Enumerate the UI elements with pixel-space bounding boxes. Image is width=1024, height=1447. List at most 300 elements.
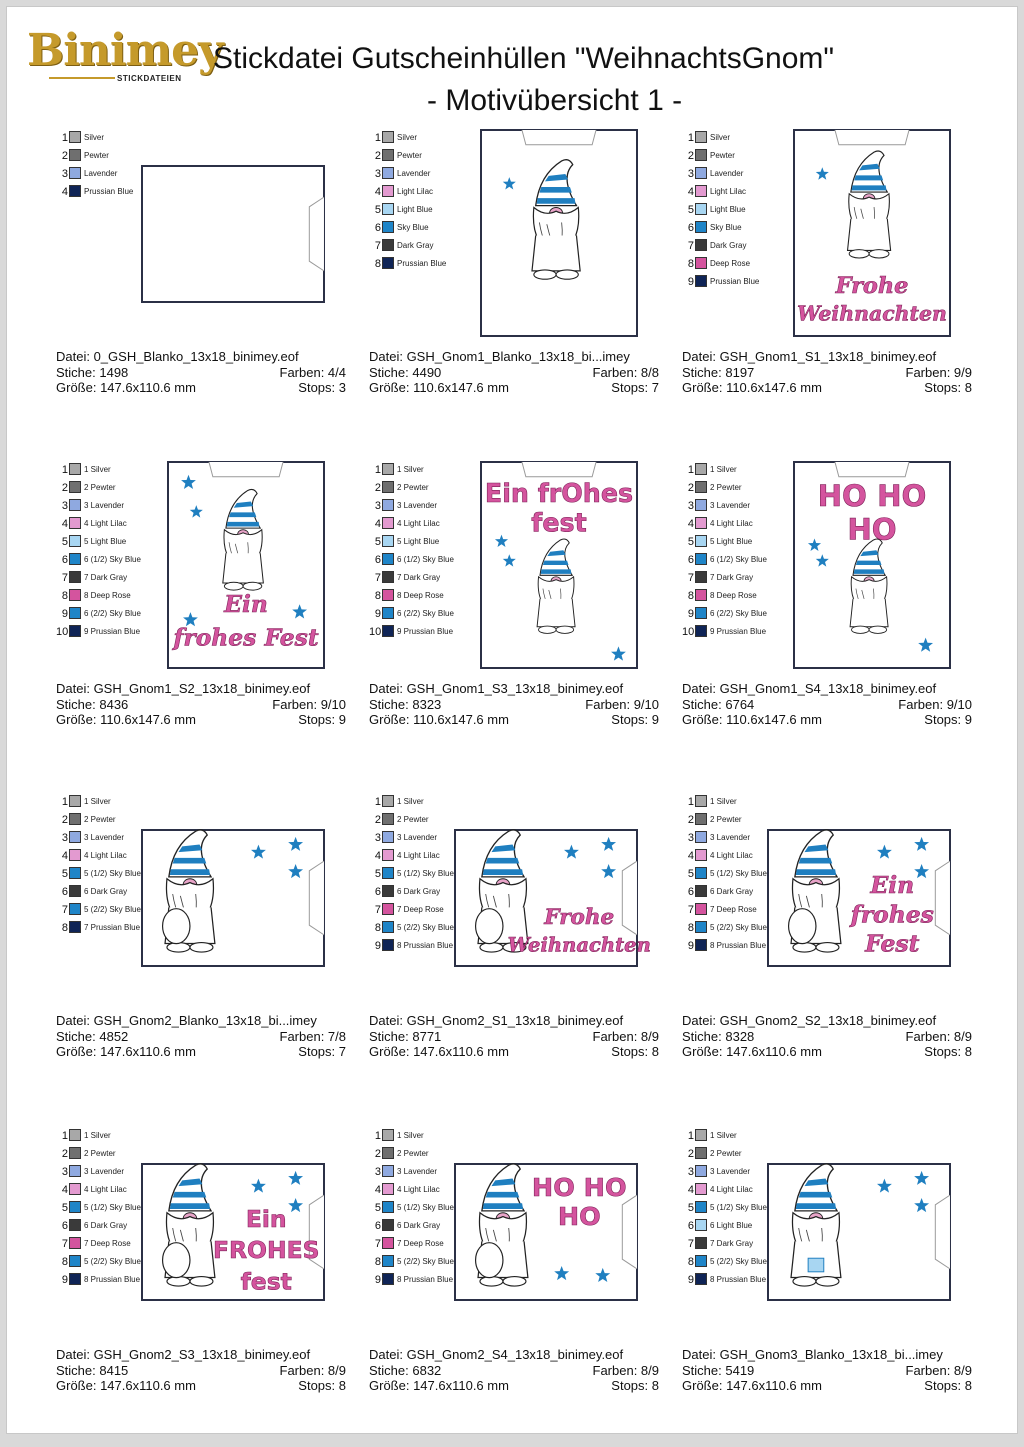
legend-row (56, 829, 152, 847)
legend-row (56, 1253, 152, 1271)
color-count: Farben: 8/9 (592, 1362, 659, 1378)
sleeve-drawing (456, 831, 651, 965)
color-swatch (382, 813, 394, 825)
legend-label: 5 (2/2) Sky Blue (397, 1257, 454, 1266)
legend-label: 1 Silver (710, 465, 737, 474)
legend-number: 4 (687, 1184, 694, 1196)
motif-cell[interactable] (682, 129, 994, 449)
color-swatch (382, 221, 394, 233)
stitch-count: Stiche: 6832 (369, 1362, 442, 1378)
sleeve-notch (835, 462, 909, 477)
legend-label: Prussian Blue (84, 187, 134, 196)
card-greeting: Weihnachten (507, 933, 651, 957)
legend-number: 4 (61, 1184, 68, 1196)
legend-number: 2 (687, 150, 694, 162)
legend-number: 7 (687, 240, 694, 252)
legend-number: 8 (374, 922, 381, 934)
legend-number: 10 (682, 626, 695, 638)
sleeve-notch (522, 130, 596, 145)
color-swatch (695, 903, 707, 915)
stitch-row (56, 1029, 346, 1045)
sleeve-notch (309, 861, 324, 935)
sleeve-drawing (143, 1165, 323, 1299)
color-swatch (69, 1201, 81, 1213)
legend-number: 5 (61, 1202, 68, 1214)
motif-cell[interactable] (682, 793, 994, 1113)
color-swatch (69, 1255, 81, 1267)
legend-row (369, 533, 465, 551)
legend-label: 2 Pewter (84, 815, 116, 824)
motif-info (369, 349, 659, 396)
legend-row (682, 919, 778, 937)
star-decoration (816, 554, 829, 566)
legend-number: 3 (687, 500, 694, 512)
legend-number: 7 (61, 904, 68, 916)
motif-cell[interactable] (682, 461, 994, 781)
color-swatch (382, 1255, 394, 1267)
legend-row (56, 847, 152, 865)
legend-number: 6 (687, 222, 694, 234)
motif-info (56, 349, 346, 396)
legend-row (369, 1145, 465, 1163)
stitch-row (56, 1363, 346, 1379)
card-greeting: HO HO (531, 1172, 627, 1203)
legend-number: 9 (687, 1274, 694, 1286)
color-swatch (695, 589, 707, 601)
star-decoration (611, 646, 626, 660)
legend-number: 5 (687, 868, 694, 880)
motif-cell[interactable] (369, 129, 681, 449)
legend-row (682, 147, 778, 165)
color-swatch (382, 1147, 394, 1159)
legend-label: 6 (1/2) Sky Blue (84, 555, 141, 564)
legend-number: 7 (61, 1238, 68, 1250)
stop-count: Stops: 7 (298, 1044, 346, 1059)
color-count: Farben: 4/4 (279, 364, 346, 380)
sleeve-drawing (795, 463, 949, 667)
stitch-count: Stiche: 1498 (56, 364, 129, 380)
design-size: Größe: 147.6x110.6 mm (56, 1044, 196, 1059)
legend-row (56, 1199, 152, 1217)
size-row (56, 1044, 346, 1060)
sleeve-drawing (143, 167, 323, 301)
legend-row (56, 919, 152, 937)
legend-label: 5 Light Blue (710, 537, 753, 546)
legend-row (56, 183, 152, 201)
color-swatch (382, 463, 394, 475)
legend-number: 5 (374, 868, 381, 880)
color-swatch (382, 257, 394, 269)
legend-number: 1 (374, 1130, 381, 1142)
stop-count: Stops: 3 (298, 380, 346, 395)
card-greeting: Weihnachten (797, 301, 947, 326)
motif-info (682, 1013, 972, 1060)
design-size: Größe: 147.6x110.6 mm (369, 1378, 509, 1393)
motif-cell[interactable] (369, 461, 681, 781)
legend-row (56, 865, 152, 883)
color-swatch (69, 553, 81, 565)
legend-row (369, 1271, 465, 1289)
legend-row (369, 147, 465, 165)
star-decoration (181, 475, 196, 489)
legend-row (56, 497, 152, 515)
card-greeting: HO (847, 512, 897, 547)
legend-number: 7 (61, 572, 68, 584)
legend-label: 5 (1/2) Sky Blue (397, 1203, 454, 1212)
color-swatch (695, 1183, 707, 1195)
legend-label: 9 Prussian Blue (710, 627, 767, 636)
legend-row (369, 1253, 465, 1271)
color-swatch (382, 589, 394, 601)
legend-label: 2 Pewter (710, 483, 742, 492)
legend-number: 9 (374, 608, 381, 620)
stop-count: Stops: 8 (611, 1044, 659, 1059)
legend-label: 6 (2/2) Sky Blue (397, 609, 454, 618)
voucher-sleeve-preview (480, 461, 638, 669)
color-count: Farben: 9/10 (585, 696, 659, 712)
legend-number: 10 (369, 626, 382, 638)
color-swatch (69, 149, 81, 161)
legend-label: 1 Silver (397, 465, 424, 474)
legend-label: 5 (1/2) Sky Blue (84, 869, 141, 878)
color-swatch (382, 607, 394, 619)
card-greeting: HO HO (817, 479, 927, 514)
legend-row (682, 1145, 778, 1163)
legend-label: Lavender (84, 169, 118, 178)
sleeve-drawing (482, 463, 636, 667)
color-swatch (695, 1219, 707, 1231)
motif-cell[interactable] (56, 461, 368, 781)
design-size: Größe: 110.6x147.6 mm (56, 712, 196, 727)
legend-row (682, 883, 778, 901)
star-decoration (914, 837, 929, 851)
legend-row (682, 829, 778, 847)
color-swatch (382, 167, 394, 179)
size-row (682, 1378, 972, 1394)
legend-number: 7 (374, 1238, 381, 1250)
legend-row (369, 1163, 465, 1181)
legend-row (369, 201, 465, 219)
motif-cell[interactable] (369, 793, 681, 1113)
legend-number: 2 (61, 814, 68, 826)
gift-box (808, 1258, 824, 1272)
star-decoration (503, 177, 516, 189)
file-name: Datei: GSH_Gnom2_Blanko_13x18_bi...imey (56, 1013, 317, 1028)
stop-count: Stops: 9 (611, 712, 659, 727)
legend-number: 6 (687, 1220, 694, 1232)
legend-number: 2 (374, 1148, 381, 1160)
color-swatch (382, 903, 394, 915)
legend-row (56, 883, 152, 901)
legend-row (369, 1127, 465, 1145)
legend-number: 8 (61, 1256, 68, 1268)
legend-number: 9 (374, 940, 381, 952)
legend-number: 8 (687, 1256, 694, 1268)
legend-number: 6 (374, 886, 381, 898)
color-swatch (695, 1129, 707, 1141)
legend-label: 4 Light Lilac (710, 851, 753, 860)
legend-label: 2 Pewter (84, 483, 116, 492)
color-swatch (69, 131, 81, 143)
color-count: Farben: 9/9 (905, 364, 972, 380)
legend-label: Light Lilac (397, 187, 434, 196)
legend-row (369, 255, 465, 273)
legend-row (682, 461, 778, 479)
sleeve-notch (835, 130, 909, 145)
legend-label: 8 Prussian Blue (397, 941, 454, 950)
stitch-count: Stiche: 8415 (56, 1362, 129, 1378)
star-decoration (877, 1179, 892, 1193)
legend-label: 5 (1/2) Sky Blue (710, 869, 767, 878)
legend-number: 7 (374, 572, 381, 584)
color-swatch (69, 813, 81, 825)
file-name: Datei: GSH_Gnom1_S4_13x18_binimey.eof (682, 681, 937, 696)
legend-row (369, 1235, 465, 1253)
legend-label: 1 Silver (710, 797, 737, 806)
legend-label: 5 (1/2) Sky Blue (710, 1203, 767, 1212)
file-row (369, 1013, 659, 1029)
stop-count: Stops: 9 (924, 712, 972, 727)
sleeve-drawing (769, 831, 949, 965)
color-swatch (382, 1183, 394, 1195)
legend-row (369, 605, 465, 623)
color-swatch (695, 1237, 707, 1249)
star-decoration (288, 1198, 303, 1212)
legend-label: 7 Dark Gray (710, 573, 754, 582)
legend-row (56, 605, 152, 623)
legend-row (56, 479, 152, 497)
stitch-row (369, 697, 659, 713)
legend-row (369, 569, 465, 587)
sleeve-drawing (143, 831, 323, 965)
ornament-ball (163, 1243, 190, 1278)
legend-number: 2 (374, 482, 381, 494)
legend-label: 2 Pewter (710, 815, 742, 824)
color-swatch (382, 831, 394, 843)
stitch-count: Stiche: 4852 (56, 1028, 129, 1044)
legend-label: 7 Dark Gray (397, 573, 441, 582)
size-row (369, 1378, 659, 1394)
legend-row (682, 623, 778, 641)
legend-number: 3 (374, 1166, 381, 1178)
legend-number: 5 (687, 536, 694, 548)
stitch-count: Stiche: 8436 (56, 696, 129, 712)
sleeve-drawing (456, 1165, 636, 1299)
file-name: Datei: GSH_Gnom2_S3_13x18_binimey.eof (56, 1347, 311, 1362)
legend-row (682, 551, 778, 569)
card-greeting: Ein frOhes (484, 478, 634, 509)
gnome-illustration (537, 539, 575, 633)
legend-label: Prussian Blue (397, 259, 447, 268)
legend-label: 1 Silver (84, 797, 111, 806)
stitch-row (682, 365, 972, 381)
legend-row (682, 811, 778, 829)
legend-label: 4 Light Lilac (710, 519, 753, 528)
legend-row (56, 165, 152, 183)
legend-row (56, 147, 152, 165)
motif-cell[interactable] (56, 793, 368, 1113)
color-legend (369, 461, 465, 641)
legend-label: 5 (1/2) Sky Blue (84, 1203, 141, 1212)
motif-cell[interactable] (56, 1127, 368, 1447)
stitch-row (56, 365, 346, 381)
color-swatch (695, 867, 707, 879)
legend-row (56, 1217, 152, 1235)
sleeve-notch (935, 1195, 950, 1269)
legend-row (56, 551, 152, 569)
legend-label: 8 Prussian Blue (397, 1275, 454, 1284)
gnome-illustration (848, 151, 891, 258)
ornament-ball (476, 909, 503, 944)
motif-cell[interactable] (56, 129, 368, 449)
color-swatch (69, 463, 81, 475)
motif-info (682, 681, 972, 728)
color-swatch (695, 849, 707, 861)
legend-row (682, 533, 778, 551)
color-swatch (382, 481, 394, 493)
size-row (369, 1044, 659, 1060)
legend-row (56, 129, 152, 147)
legend-number: 4 (374, 186, 381, 198)
color-count: Farben: 7/8 (279, 1028, 346, 1044)
legend-row (682, 793, 778, 811)
legend-number: 1 (374, 464, 381, 476)
legend-number: 6 (61, 1220, 68, 1232)
legend-number: 4 (374, 518, 381, 530)
design-size: Größe: 110.6x147.6 mm (682, 380, 822, 395)
legend-number: 4 (687, 186, 694, 198)
color-swatch (695, 203, 707, 215)
legend-number: 7 (687, 572, 694, 584)
legend-label: 4 Light Lilac (397, 519, 440, 528)
color-swatch (695, 831, 707, 843)
color-swatch (382, 849, 394, 861)
file-row (682, 681, 972, 697)
stitch-count: Stiche: 8197 (682, 364, 755, 380)
legend-label: 3 Lavender (84, 833, 125, 842)
legend-label: 6 Light Blue (710, 1221, 753, 1230)
stitch-count: Stiche: 8323 (369, 696, 442, 712)
legend-row (369, 479, 465, 497)
page-title: Stickdatei Gutscheinhüllen "WeihnachtsGnom" (213, 42, 835, 75)
legend-row (56, 623, 152, 641)
legend-label: 6 Dark Gray (84, 887, 128, 896)
legend-row (682, 183, 778, 201)
star-decoration (288, 864, 303, 878)
legend-row (682, 201, 778, 219)
legend-number: 3 (374, 168, 381, 180)
file-row (56, 349, 346, 365)
legend-label: Light Blue (710, 205, 746, 214)
color-swatch (695, 1255, 707, 1267)
legend-row (56, 1181, 152, 1199)
legend-row (682, 273, 778, 291)
star-decoration (816, 167, 829, 179)
legend-row (369, 219, 465, 237)
stop-count: Stops: 7 (611, 380, 659, 395)
legend-row (369, 515, 465, 533)
color-swatch (69, 921, 81, 933)
size-row (369, 380, 659, 396)
stitch-row (682, 1029, 972, 1045)
legend-row (682, 237, 778, 255)
file-name: Datei: GSH_Gnom1_Blanko_13x18_bi...imey (369, 349, 630, 364)
stitch-count: Stiche: 5419 (682, 1362, 755, 1378)
color-swatch (382, 499, 394, 511)
legend-number: 6 (374, 222, 381, 234)
motif-info (56, 1013, 346, 1060)
legend-row (56, 811, 152, 829)
motif-info (56, 681, 346, 728)
color-swatch (695, 463, 707, 475)
voucher-sleeve-preview (141, 165, 325, 303)
legend-row (369, 551, 465, 569)
legend-number: 6 (687, 554, 694, 566)
motif-cell[interactable] (369, 1127, 681, 1447)
color-swatch (382, 1237, 394, 1249)
color-swatch (69, 1147, 81, 1159)
legend-number: 3 (374, 500, 381, 512)
color-swatch (695, 921, 707, 933)
motif-info (682, 1347, 972, 1394)
legend-row (56, 461, 152, 479)
voucher-sleeve-preview (454, 829, 651, 967)
legend-row (682, 129, 778, 147)
color-swatch (69, 831, 81, 843)
file-row (56, 1347, 346, 1363)
legend-number: 1 (61, 796, 68, 808)
legend-number: 1 (374, 796, 381, 808)
color-swatch (695, 167, 707, 179)
stitch-count: Stiche: 4490 (369, 364, 442, 380)
file-name: Datei: GSH_Gnom3_Blanko_13x18_bi...imey (682, 1347, 943, 1362)
star-decoration (288, 1171, 303, 1185)
legend-number: 9 (374, 1274, 381, 1286)
legend-number: 8 (374, 590, 381, 602)
color-swatch (69, 185, 81, 197)
color-swatch (69, 1183, 81, 1195)
legend-row (369, 919, 465, 937)
stitch-row (56, 697, 346, 713)
legend-label: Sky Blue (710, 223, 742, 232)
legend-row (682, 605, 778, 623)
file-name: Datei: GSH_Gnom2_S4_13x18_binimey.eof (369, 1347, 624, 1362)
legend-label: Sky Blue (397, 223, 429, 232)
color-count: Farben: 9/10 (898, 696, 972, 712)
file-name: Datei: GSH_Gnom1_S3_13x18_binimey.eof (369, 681, 624, 696)
design-size: Größe: 147.6x110.6 mm (682, 1378, 822, 1393)
motif-cell[interactable] (682, 1127, 994, 1447)
star-decoration (288, 837, 303, 851)
stop-count: Stops: 8 (924, 1044, 972, 1059)
legend-label: 3 Lavender (84, 501, 125, 510)
color-legend (56, 793, 152, 937)
legend-number: 1 (687, 464, 694, 476)
design-size: Größe: 110.6x147.6 mm (369, 380, 509, 395)
legend-row (682, 479, 778, 497)
color-count: Farben: 8/9 (905, 1362, 972, 1378)
color-swatch (695, 499, 707, 511)
legend-number: 4 (687, 518, 694, 530)
legend-number: 8 (374, 258, 381, 270)
color-swatch (382, 885, 394, 897)
legend-number: 1 (61, 132, 68, 144)
legend-number: 2 (61, 1148, 68, 1160)
stitch-row (369, 365, 659, 381)
file-name: Datei: GSH_Gnom2_S1_13x18_binimey.eof (369, 1013, 624, 1028)
color-swatch (69, 481, 81, 493)
legend-row (682, 1163, 778, 1181)
